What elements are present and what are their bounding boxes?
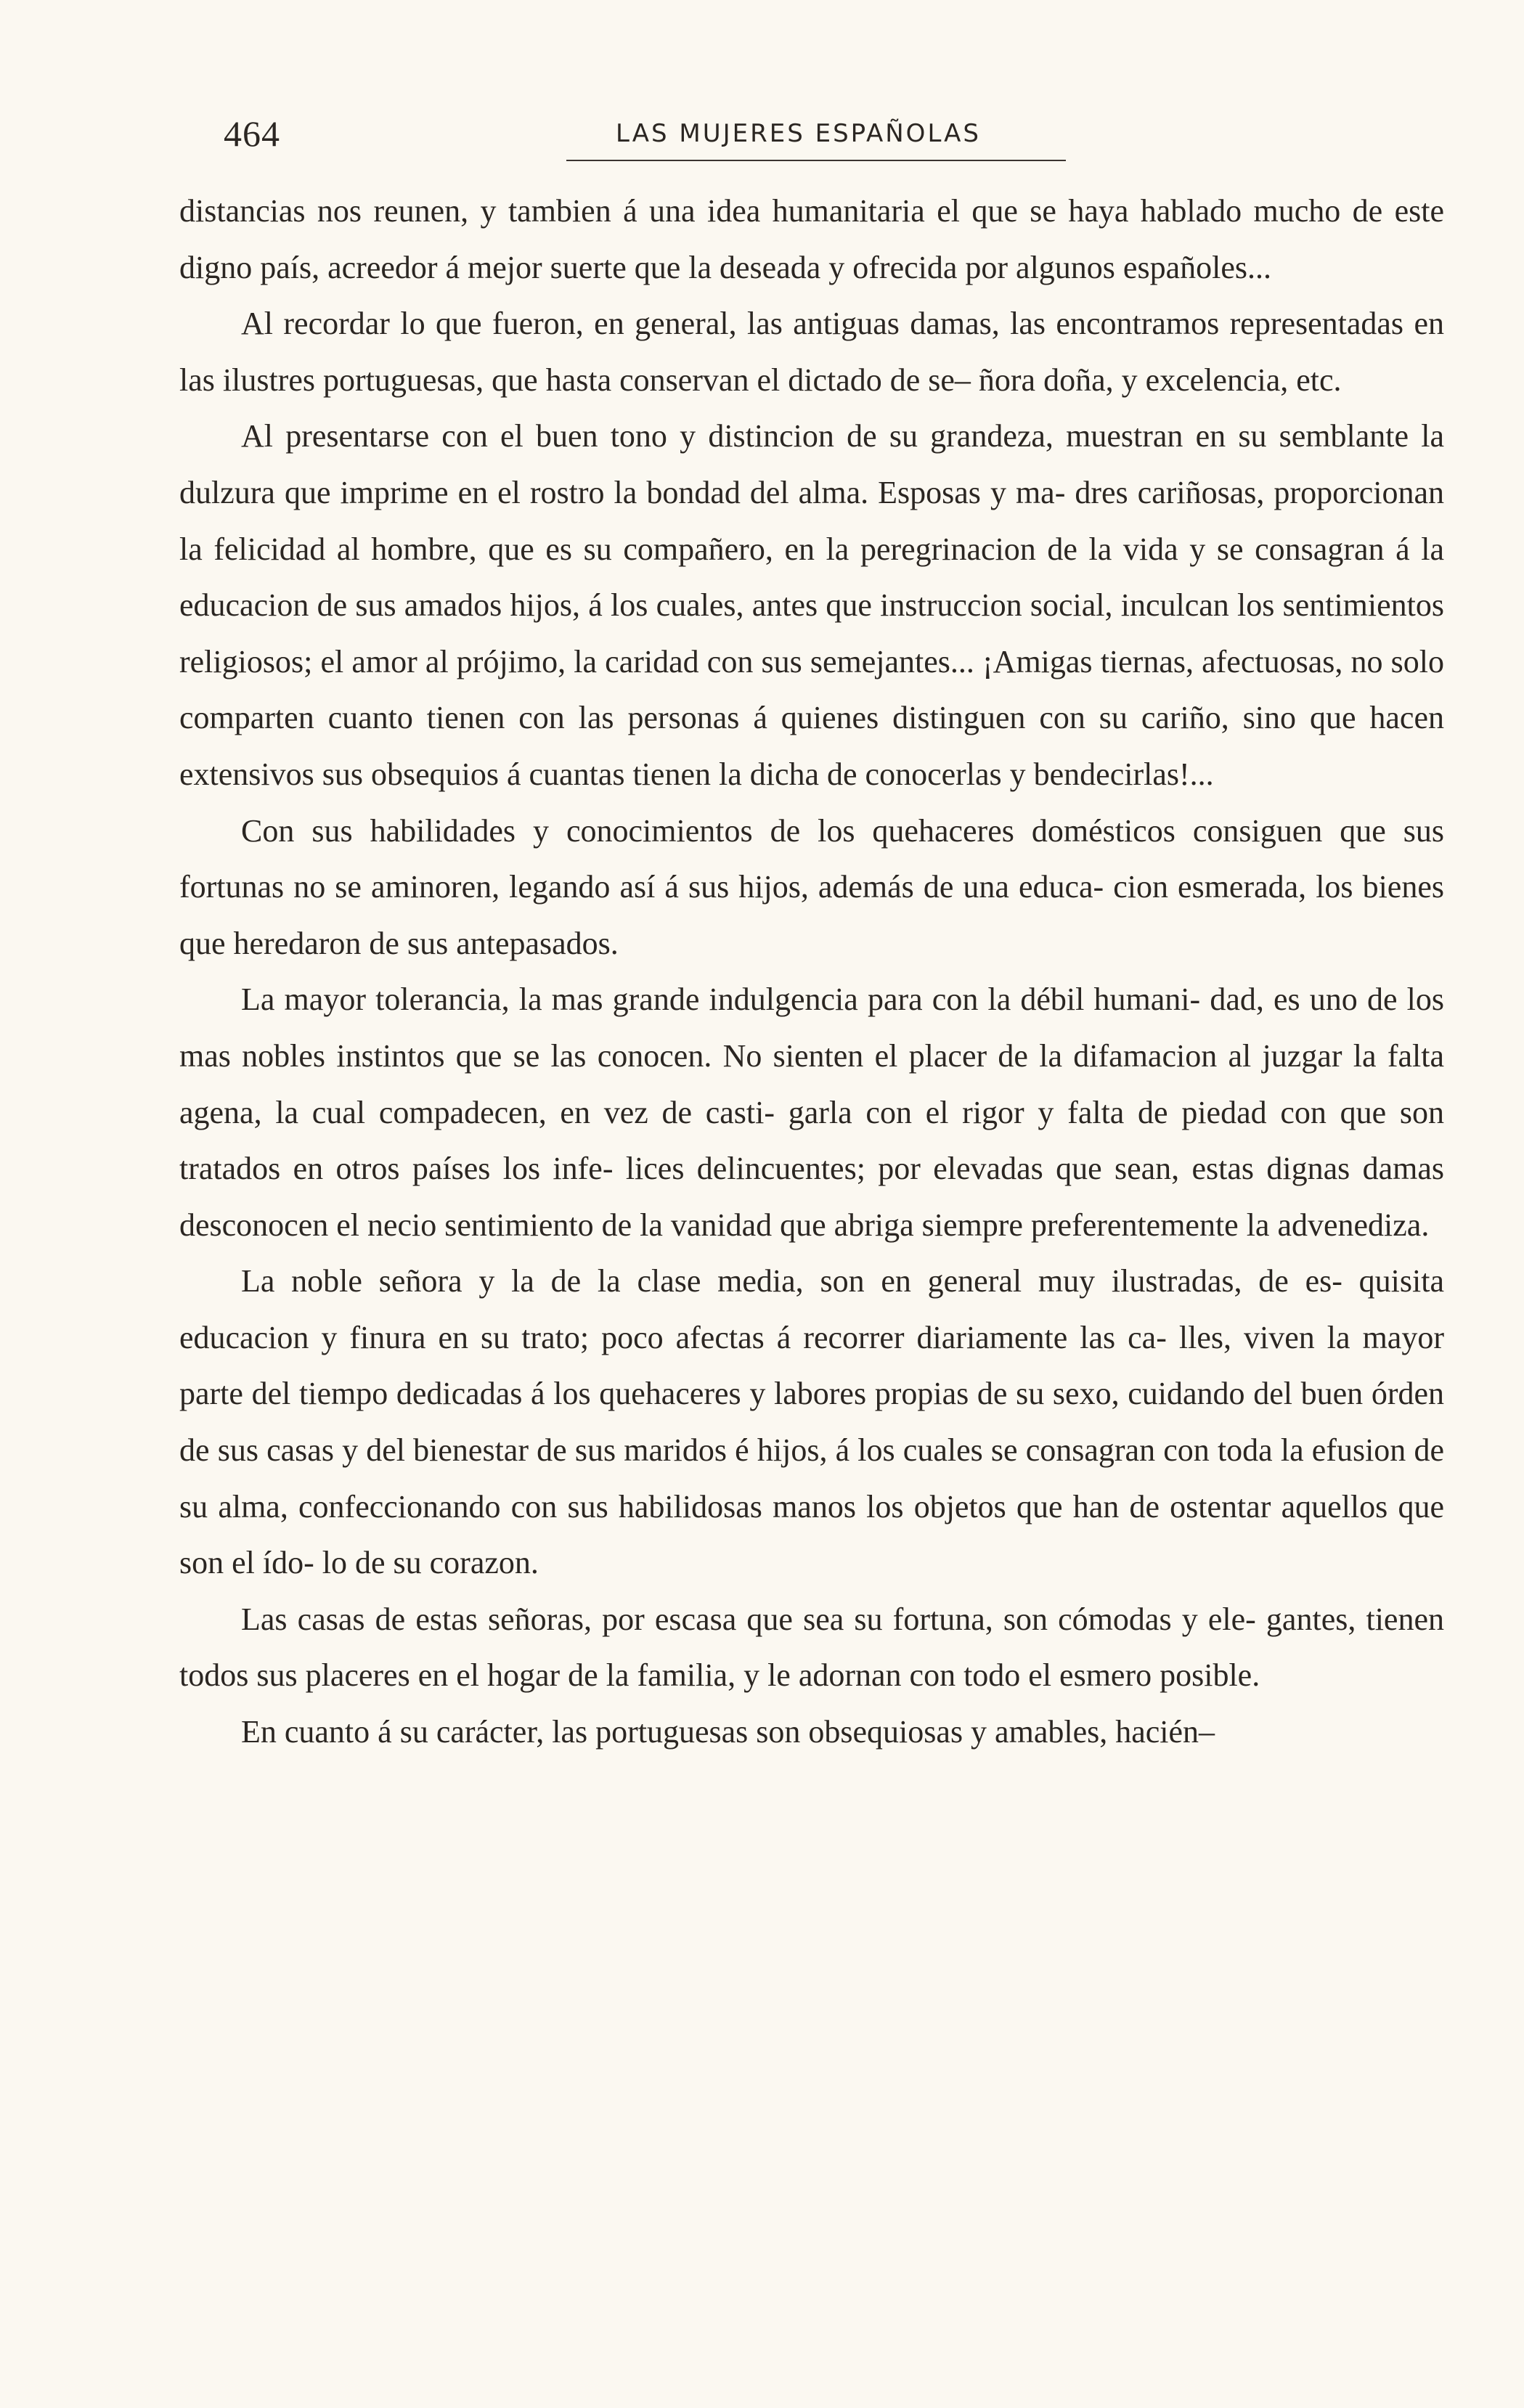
page-number: 464 [224,113,280,154]
paragraph-3: Al presentarse con el buen tono y distincion de su grandeza, muestran en su semblante la dulzura que imprime en el rostro la bondad del alma. Esposas y ma- dres cariñosas, proporcionan la felicidad al hombre, que es su compañero, en la peregrinacion de la vida y se consagran á la educacion de sus amados hijos, á los cuales, antes que instruccion social, inculcan los sentimientos religiosos; el amor al prójimo, la caridad con sus semejantes... ¡Amigas tiernas, afectuosas, no solo comparten cuanto tienen con las personas á quienes distinguen con su cariño, sino que hacen extensivos sus obsequios á cuantas tienen la dicha de conocerlas y bendecirlas!... [179,418,1444,792]
header-rule [566,160,1066,161]
body-text [179,183,1444,1760]
paragraph-1: distancias nos reunen, y tambien á una idea humanitaria el que se haya hablado mucho de este digno país, acreedor á mejor suerte que la deseada y ofrecida por algunos españoles... [179,193,1444,285]
paragraph-8: En cuanto á su carácter, las portuguesas son obsequiosas y amables, hacién– [241,1714,1215,1750]
paragraph-5: La mayor tolerancia, la mas grande indulgencia para con la débil humani- dad, es uno de los mas nobles instintos que se las conocen. No sienten el placer de la difamacion al juzgar la falta agena, la cual compadecen, en vez de casti- garla con el rigor y falta de piedad con que son tratados en otros países los infe- lices delincuentes; por elevadas que sean, estas dignas damas desconocen el necio sentimiento de la vanidad que abriga siempre preferentemente la advenediza. [179,981,1444,1243]
paragraph-7: Las casas de estas señoras, por escasa que sea su fortuna, son cómodas y ele- gantes, tienen todos sus placeres en el hogar de la familia, y le adornan con todo el esmero posible. [179,1601,1444,1694]
paragraph-6: La noble señora y la de la clase media, son en general muy ilustradas, de es- quisita educacion y finura en su trato; poco afectas á recorrer diariamente las ca- lles, viven la mayor parte del tiempo dedicadas á los quehaceres y labores propias de su sexo, cuidando del buen órden de sus casas y del bienestar de sus maridos é hijos, á los cuales se consagran con toda la efusion de su alma, confeccionando con sus habilidosas manos los objetos que han de ostentar aquellos que son el ído- lo de su corazon. [179,1263,1444,1581]
running-title: LAS MUJERES ESPAÑOLAS [616,119,982,148]
paragraph-2: Al recordar lo que fueron, en general, las antiguas damas, las encontramos representadas en las ilustres portuguesas, que hasta conservan el dictado de se– ñora doña, y excelencia, etc. [179,306,1444,398]
paragraph-4: Con sus habilidades y conocimientos de los quehaceres domésticos consiguen que sus fortunas no se aminoren, legando así á sus hijos, además de una educa- cion esmerada, los bienes que heredaron de sus antepasados. [179,812,1444,961]
page-header [0,102,1524,160]
